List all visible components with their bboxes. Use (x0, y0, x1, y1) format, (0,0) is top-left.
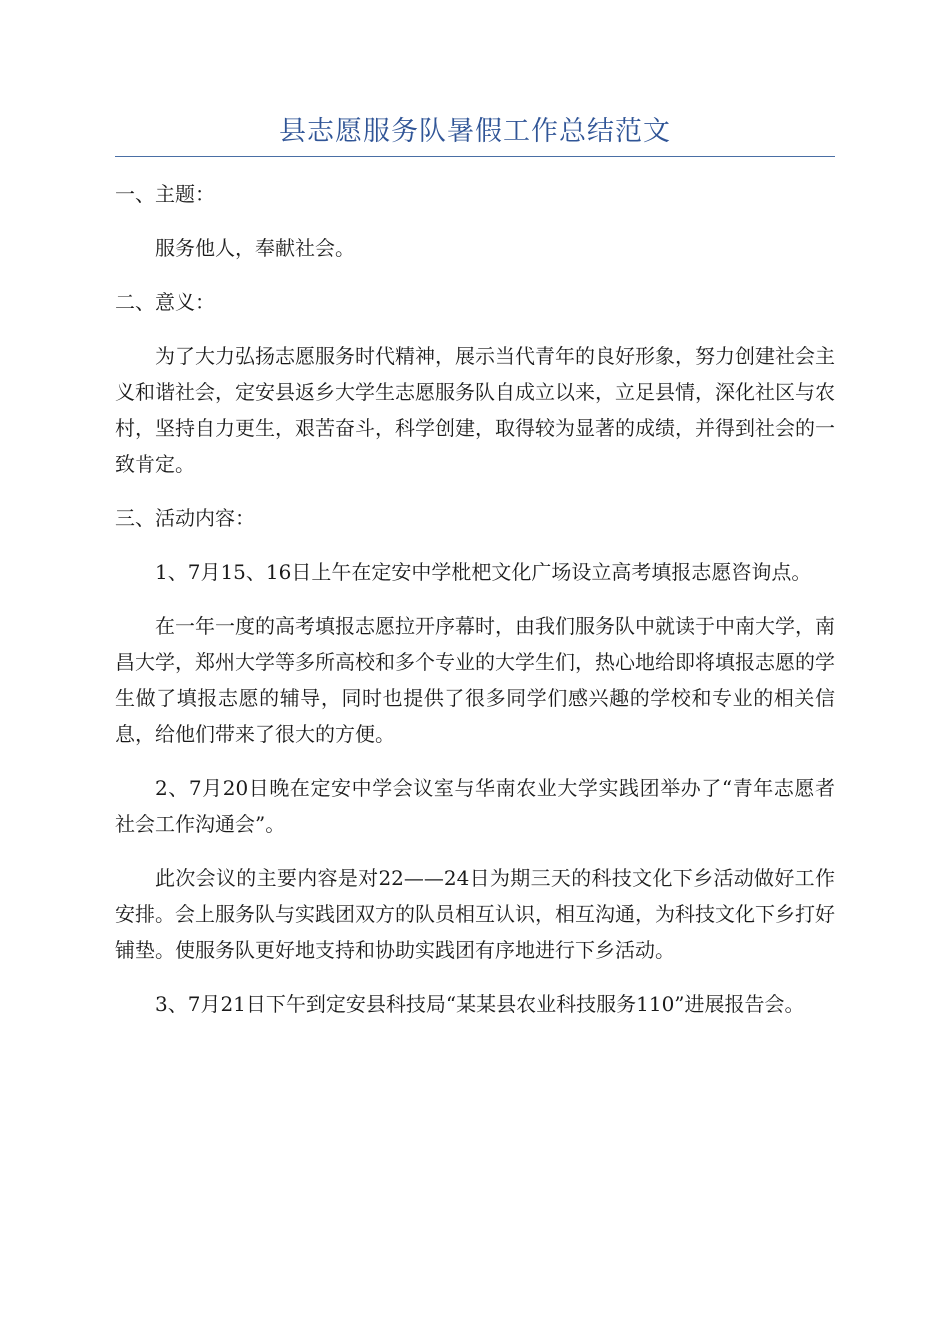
activity-item-3: 3、7月21日下午到定安县科技局“某某县农业科技服务110”进展报告会。 (155, 992, 805, 1016)
section-heading-significance: 二、意义： (115, 290, 215, 314)
document-title: 县志愿服务队暑假工作总结范文 (279, 116, 671, 147)
section-heading-theme: 一、主题： (115, 182, 215, 206)
activity-item-1-detail: 在一年一度的高考填报志愿拉开序幕时，由我们服务队中就读于中南大学，南昌大学，郑州大学等多所高校和多个专业的大学生们，热心地给即将填报志愿的学生做了填报志愿的辅导，同时也提供了很多同学们感兴趣的学校和专业的相关信息，给他们带来了很大的方便。 (115, 614, 835, 746)
document-body (115, 176, 835, 1040)
paragraph-significance: 为了大力弘扬志愿服务时代精神，展示当代青年的良好形象，努力创建社会主义和谐社会，定安县返乡大学生志愿服务队自成立以来，立足县情，深化社区与农村，坚持自力更生，艰苦奋斗，科学创建，取得较为显著的成绩，并得到社会的一致肯定。 (115, 344, 835, 476)
paragraph-theme: 服务他人，奉献社会。 (155, 236, 355, 260)
activity-item-1: 1、7月15、16日上午在定安中学枇杷文化广场设立高考填报志愿咨询点。 (155, 560, 812, 584)
activity-item-2: 2、7月20日晚在定安中学会议室与华南农业大学实践团举办了“青年志愿者社会工作沟通会”。 (115, 776, 835, 836)
section-heading-activities: 三、活动内容： (115, 506, 255, 530)
title-block (115, 112, 835, 157)
activity-item-2-detail: 此次会议的主要内容是对22——24日为期三天的科技文化下乡活动做好工作安排。会上服务队与实践团双方的队员相互认识，相互沟通，为科技文化下乡打好铺垫。使服务队更好地支持和协助实践团有序地进行下乡活动。 (115, 866, 835, 962)
